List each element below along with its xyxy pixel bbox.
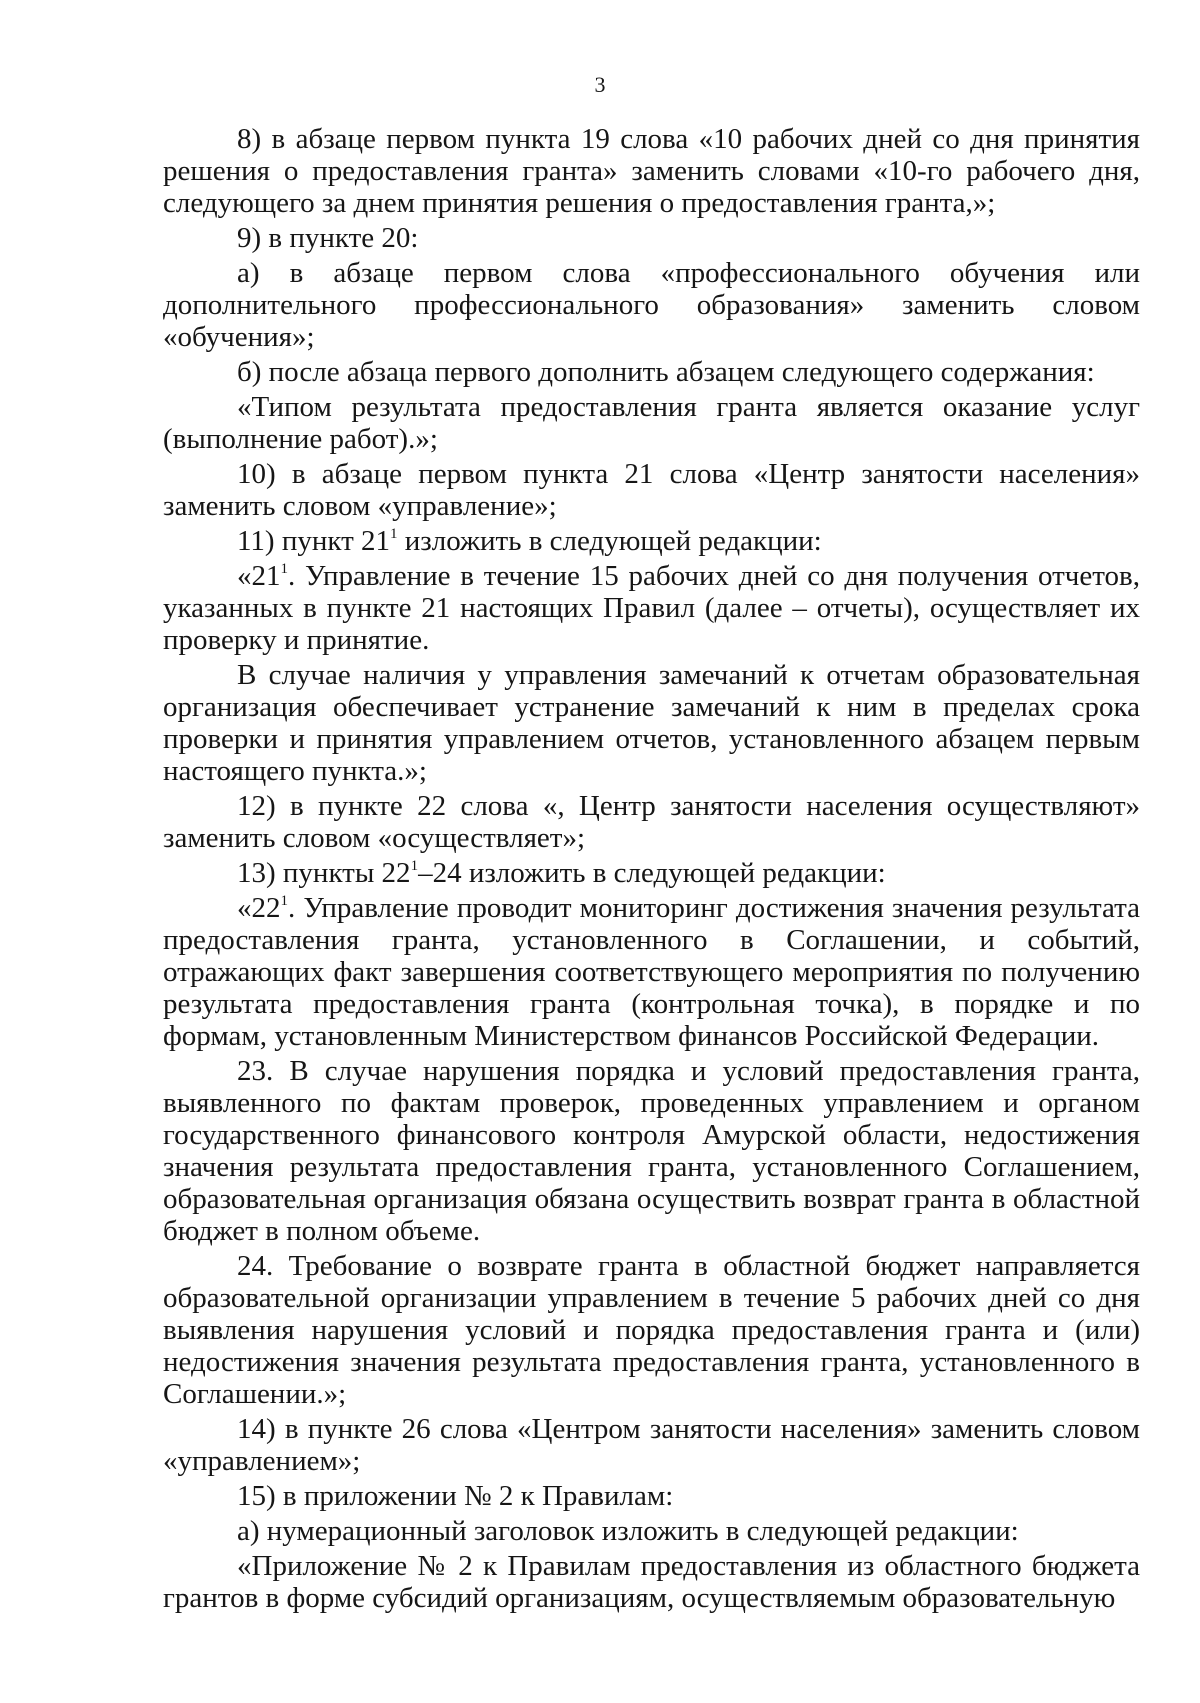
- paragraph-p15a-quote: [163, 1550, 1140, 1614]
- paragraph-text: –24 изложить в следующей редакции:: [418, 857, 886, 889]
- paragraph-text: «21: [237, 560, 281, 592]
- paragraph-text: «Типом результата предоставления гранта является оказание услуг (выполнение работ).»;: [163, 391, 1140, 455]
- paragraph-text: . Управление проводит мониторинг достижения значения результата предоставления гранта, установленного в Соглашении, и событий, отражающих факт завершения соответствующего мероприятия по получению результата предоставления гранта (контрольная точка), в порядке и по формам, установленным Министерством финансов Российской Федерации.: [163, 892, 1140, 1052]
- paragraph-p11-quote-2: [163, 659, 1140, 787]
- paragraph-p15: [163, 1480, 1140, 1512]
- document-body: [163, 123, 1140, 1617]
- paragraph-p12: [163, 790, 1140, 854]
- paragraph-p9: [163, 222, 1140, 254]
- paragraph-text: 11) пункт 21: [237, 525, 391, 557]
- paragraph-text: 12) в пункте 22 слова «, Центр занятости населения осуществляют» заменить словом «осуществляет»;: [163, 790, 1140, 854]
- paragraph-p11-quote: [163, 560, 1140, 656]
- paragraph-text: «Приложение № 2 к Правилам предоставления из областного бюджета грантов в форме субсидий организациям, осуществляемым образовательную: [163, 1550, 1140, 1614]
- paragraph-p15a: [163, 1515, 1140, 1547]
- paragraph-p9b: [163, 356, 1140, 388]
- paragraph-text: 8) в абзаце первом пункта 19 слова «10 рабочих дней со дня принятия решения о предоставления гранта» заменить словами «10-го рабочего дня, следующего за днем принятия решения о предоставления гранта,»;: [163, 123, 1140, 219]
- paragraph-text: 24. Требование о возврате гранта в областной бюджет направляется образовательной организации управлением в течение 5 рабочих дней со дня выявления нарушения условий и порядка предоставления гранта и (или) недостижения значения результата предоставления гранта, установленного в Соглашении.»;: [163, 1250, 1140, 1410]
- superscript: 1: [390, 526, 398, 542]
- paragraph-p8: [163, 123, 1140, 219]
- paragraph-text: а) нумерационный заголовок изложить в следующей редакции:: [237, 1515, 1019, 1547]
- paragraph-p13-quote-24: [163, 1250, 1140, 1410]
- paragraph-p11: [163, 525, 1140, 557]
- paragraph-p13-quote-22: [163, 892, 1140, 1052]
- superscript: 1: [280, 893, 288, 909]
- paragraph-text: . Управление в течение 15 рабочих дней со дня получения отчетов, указанных в пункте 21 настоящих Правил (далее – отчеты), осуществляет их проверку и принятие.: [163, 560, 1140, 656]
- page-number: 3: [594, 72, 606, 97]
- paragraph-text: 15) в приложении № 2 к Правилам:: [237, 1480, 674, 1512]
- paragraph-p13: [163, 857, 1140, 889]
- paragraph-text: 23. В случае нарушения порядка и условий предоставления гранта, выявленного по фактам проверок, проведенных управлением и органом государственного финансового контроля Амурской области, недостижения значения результата предоставления гранта, установленного Соглашением, образовательная организация обязана осуществить возврат гранта в областной бюджет в полном объеме.: [163, 1055, 1140, 1247]
- paragraph-text: 14) в пункте 26 слова «Центром занятости населения» заменить словом «управлением»;: [163, 1413, 1140, 1477]
- paragraph-p9a: [163, 257, 1140, 353]
- paragraph-text: 10) в абзаце первом пункта 21 слова «Центр занятости населения» заменить словом «управление»;: [163, 458, 1140, 522]
- superscript: 1: [410, 858, 419, 874]
- paragraph-text: «22: [237, 892, 281, 924]
- paragraph-p9b-quote: [163, 391, 1140, 455]
- paragraph-p13-quote-23: [163, 1055, 1140, 1247]
- paragraph-text: 13) пункты 22: [237, 857, 411, 889]
- paragraph-text: а) в абзаце первом слова «профессионального обучения или дополнительного профессионального образования» заменить словом «обучения»;: [163, 257, 1140, 353]
- paragraph-text: б) после абзаца первого дополнить абзацем следующего содержания:: [237, 356, 1095, 388]
- paragraph-p14: [163, 1413, 1140, 1477]
- paragraph-text: В случае наличия у управления замечаний к отчетам образовательная организация обеспечивает устранение замечаний к ним в пределах срока проверки и принятия управлением отчетов, установленного абзацем первым настоящего пункта.»;: [163, 659, 1140, 787]
- paragraph-text: изложить в следующей редакции:: [397, 525, 822, 557]
- paragraph-p10: [163, 458, 1140, 522]
- superscript: 1: [280, 561, 288, 577]
- paragraph-text: 9) в пункте 20:: [237, 222, 419, 254]
